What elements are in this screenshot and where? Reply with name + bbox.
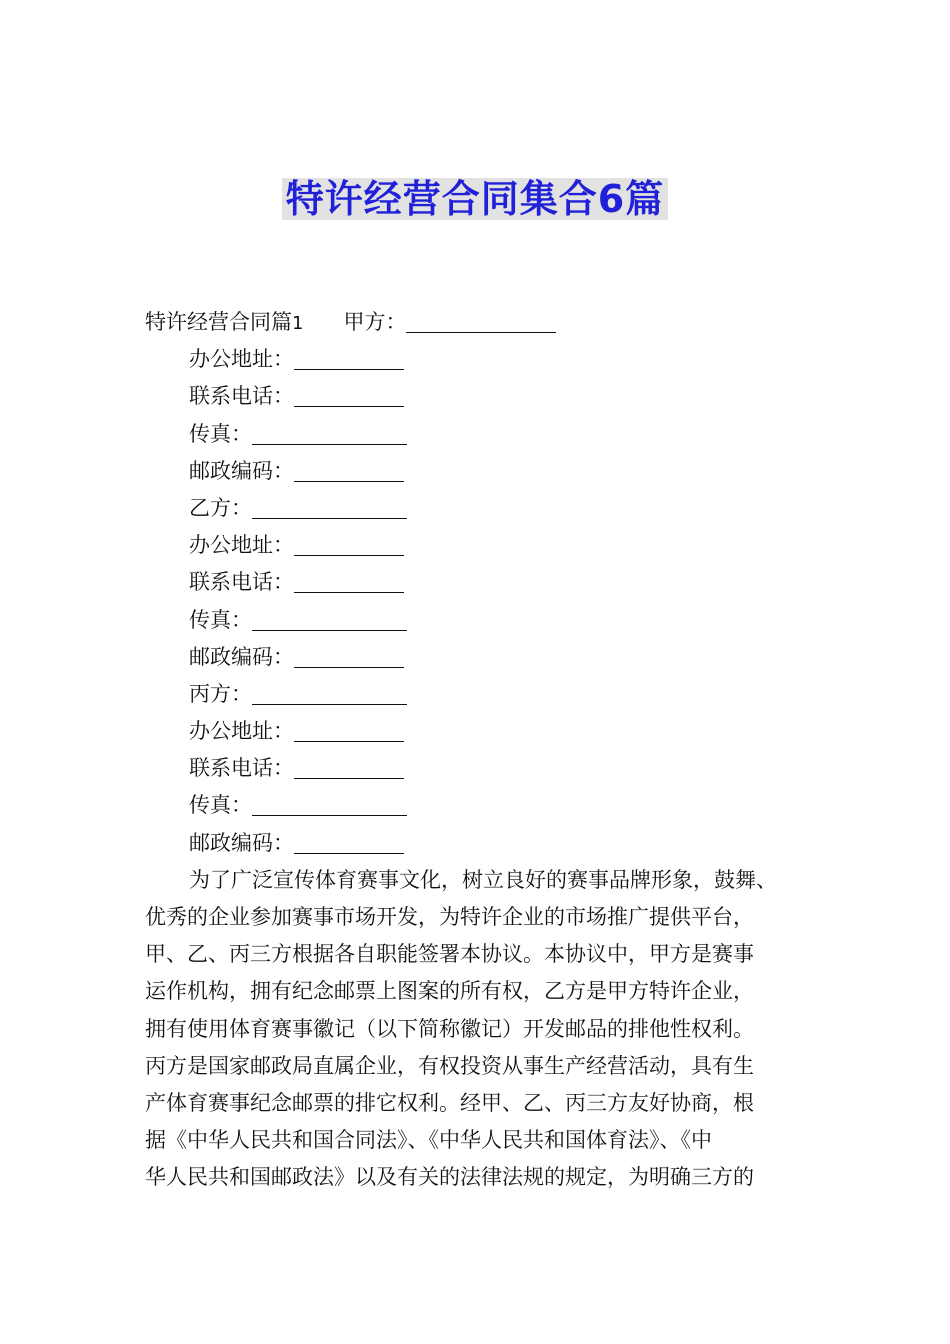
party-a-postcode-blank xyxy=(294,457,404,482)
paragraph-line: 为了广泛宣传体育赛事文化，树立良好的赛事品牌形象，鼓舞、 xyxy=(189,867,777,892)
party-b-blank xyxy=(252,494,407,519)
paragraph-line: 产体育赛事纪念邮票的排它权利。经甲、乙、丙三方友好协商，根 xyxy=(145,1090,754,1115)
paragraph-line: 拥有使用体育赛事徽记（以下简称徽记）开发邮品的排他性权利。 xyxy=(145,1016,754,1041)
paragraph-line: 优秀的企业参加赛事市场开发，为特许企业的市场推广提供平台， xyxy=(145,905,754,929)
title-container xyxy=(0,178,950,220)
party-c-phone-line xyxy=(145,750,845,787)
party-c-address-label: 办公地址： xyxy=(189,719,294,744)
party-b-line xyxy=(145,490,845,527)
party-a-fax-blank xyxy=(252,420,407,445)
document-title: 特许经营合同集合6篇 xyxy=(282,178,668,220)
party-a-fax-label: 传真： xyxy=(189,421,252,446)
party-a-address-label: 办公地址： xyxy=(189,347,294,372)
section-heading-line xyxy=(145,304,845,341)
party-c-label: 丙方： xyxy=(189,681,252,706)
party-c-fax-label: 传真： xyxy=(189,793,252,818)
body-paragraph xyxy=(145,862,845,1197)
party-a-postcode-line xyxy=(145,453,845,490)
party-a-address-line xyxy=(145,341,845,378)
party-a-phone-blank xyxy=(294,382,404,407)
party-b-phone-line xyxy=(145,564,845,601)
paragraph-line: 丙方是国家邮政局直属企业，有权投资从事生产经营活动，具有生 xyxy=(145,1053,754,1078)
party-b-phone-blank xyxy=(294,568,404,593)
party-a-postcode-label: 邮政编码： xyxy=(189,458,294,483)
party-a-fax-line xyxy=(145,416,845,453)
paragraph-line: 华人民共和国邮政法》以及有关的法律法规的规定，为明确三方的 xyxy=(145,1165,754,1190)
party-b-address-line xyxy=(145,527,845,564)
paragraph-line: 甲、乙、丙三方根据各自职能签署本协议。本协议中，甲方是赛事 xyxy=(145,942,754,967)
party-c-address-blank xyxy=(294,717,404,742)
party-c-phone-blank xyxy=(294,754,404,779)
party-c-fax-line xyxy=(145,787,845,824)
party-b-postcode-label: 邮政编码： xyxy=(189,644,294,669)
paragraph-line: 据《中华人民共和国合同法》、《中华人民共和国体育法》、《中 xyxy=(145,1128,712,1153)
section-heading: 特许经营合同篇 xyxy=(145,310,292,334)
party-c-fax-blank xyxy=(252,791,407,816)
party-c-postcode-blank xyxy=(294,829,404,854)
party-a-address-blank xyxy=(294,345,404,370)
party-c-postcode-line xyxy=(145,825,845,862)
paragraph-line: 运作机构，拥有纪念邮票上图案的所有权，乙方是甲方特许企业， xyxy=(145,979,754,1004)
party-a-phone-line xyxy=(145,378,845,415)
party-c-phone-label: 联系电话： xyxy=(189,756,294,781)
party-c-postcode-label: 邮政编码： xyxy=(189,830,294,855)
party-b-fax-label: 传真： xyxy=(189,607,252,632)
document-body xyxy=(145,304,845,1197)
party-a-label: 甲方： xyxy=(343,310,407,334)
party-b-fax-blank xyxy=(252,606,407,631)
party-a-phone-label: 联系电话： xyxy=(189,384,294,409)
party-a-blank xyxy=(406,308,556,333)
party-b-address-blank xyxy=(294,531,404,556)
party-b-postcode-blank xyxy=(294,643,404,668)
party-b-address-label: 办公地址： xyxy=(189,533,294,558)
party-b-fax-line xyxy=(145,602,845,639)
party-c-line xyxy=(145,676,845,713)
party-b-label: 乙方： xyxy=(189,495,252,520)
party-b-phone-label: 联系电话： xyxy=(189,570,294,595)
party-b-postcode-line xyxy=(145,639,845,676)
party-c-blank xyxy=(252,680,407,705)
section-number: 1 xyxy=(292,313,304,334)
party-c-address-line xyxy=(145,713,845,750)
